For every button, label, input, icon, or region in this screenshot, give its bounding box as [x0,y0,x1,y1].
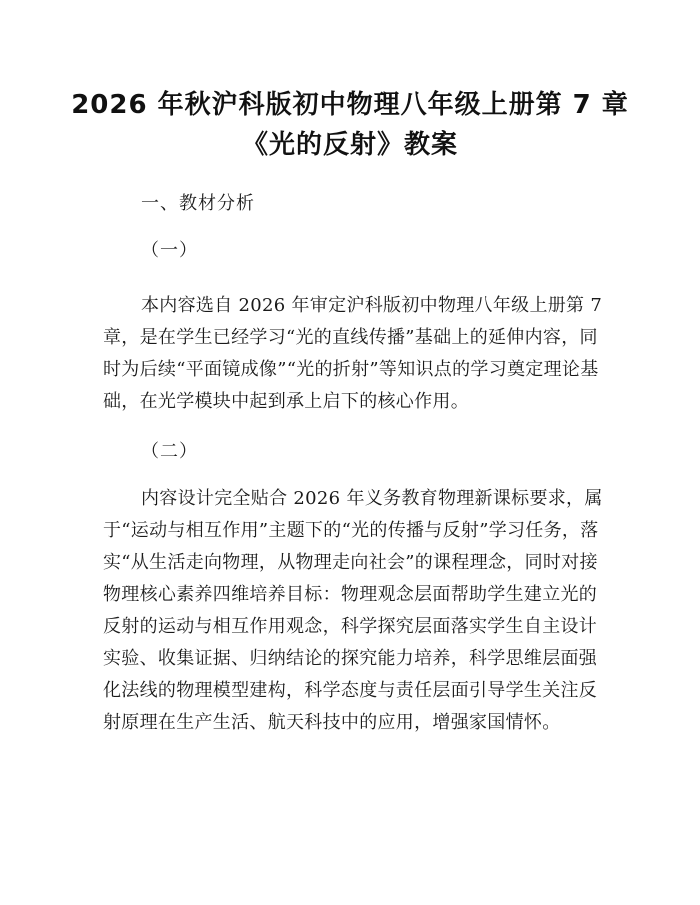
paragraph-1: 本内容选自 2026 年审定沪科版初中物理八年级上册第 7 章，是在学生已经学习“光的直线传播”基础上的延伸内容，同时为后续“平面镜成像”“光的折射”等知识点的学习奠定理论基础，在光学模块中起到承上启下的核心作用。 [103,295,603,412]
paragraph-2: 内容设计完全贴合 2026 年义务教育物理新课标要求，属于“运动与相互作用”主题下的“光的传播与反射”学习任务，落实“从生活走向物理，从物理走向社会”的课程理念，同时对接物理核心素养四维培养目标：物理观念层面帮助学生建立光的反射的运动与相互作用观念，科学探究层面落实学生自主设计实验、收集证据、归纳结论的探究能力培养，科学思维层面强化法线的物理模型建构，科学态度与责任层面引导学生关注反射原理在生产生活、航天科技中的应用，增强家国情怀。 [103,488,603,733]
subsection-label-1: （一） [141,240,198,261]
document-title-line-1: 2026 年秋沪科版初中物理八年级上册第 7 章 [71,90,629,120]
document-title-line-2: 《光的反射》教案 [241,130,458,160]
section-heading-textbook-analysis: 一、教材分析 [141,193,255,214]
subsection-label-2: （二） [141,441,198,462]
